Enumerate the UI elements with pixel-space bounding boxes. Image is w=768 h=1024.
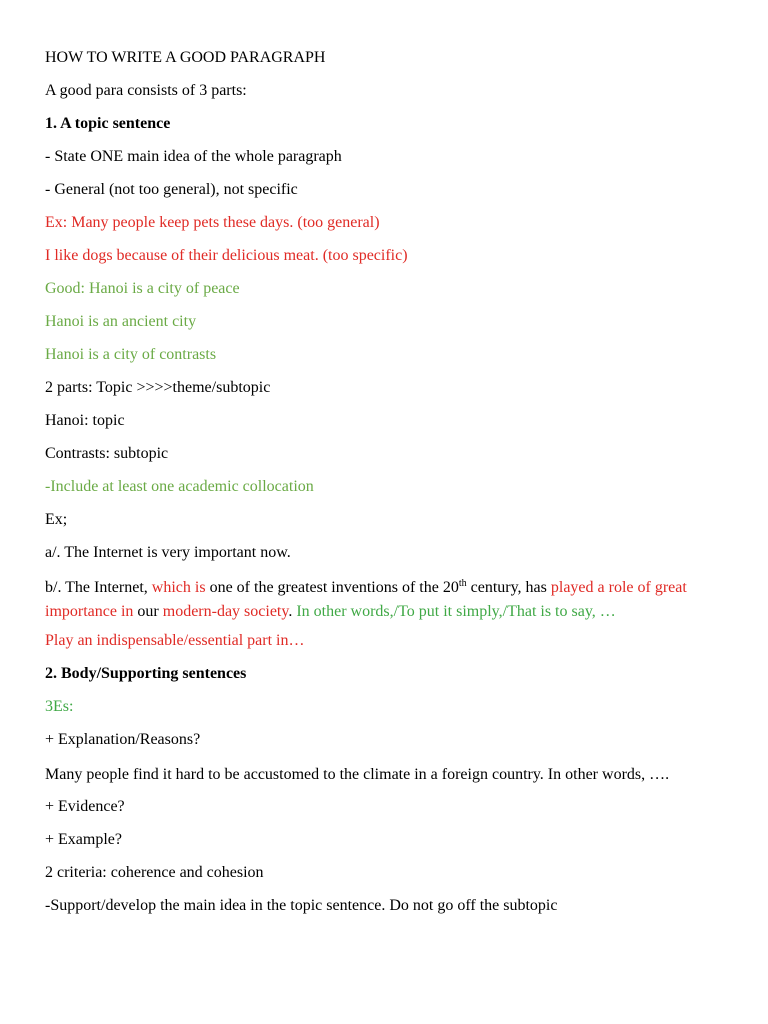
b-part-3: one of the greatest inventions of the 20 [205,579,459,596]
body-heading: 2. Body/Supporting sentences [45,665,247,682]
b-superscript-th: th [458,578,467,589]
b-part-which-is: which is [151,579,206,596]
example-a-line: a/. The Internet is very important now. [45,544,291,561]
collocation-line: -Include at least one academic collocation [45,478,314,495]
support-line: -Support/develop the main idea in the topic sentence. Do not go off the subtopic [45,897,558,914]
example-b-paragraph [45,576,735,624]
b-part-modern-day: modern-day society [162,603,289,620]
document-title: HOW TO WRITE A GOOD PARAGRAPH [45,49,326,66]
hanoi-topic-line: Hanoi: topic [45,412,125,429]
b-part-played-role: played a role of great importance in [45,579,687,620]
example-too-general: Ex: Many people keep pets these days. (too general) [45,214,380,231]
b-part-1: b/. The Internet, [45,579,152,596]
explanation-line: + Explanation/Reasons? [45,731,201,748]
climate-paragraph: Many people find it hard to be accustomed to the climate in a foreign country. In other words, …. [45,766,670,783]
evidence-line: + Evidence? [45,798,125,815]
three-es-line: 3Es: [45,698,74,715]
topic-sentence-heading: 1. A topic sentence [45,115,171,132]
criteria-line: 2 criteria: coherence and cohesion [45,864,264,881]
two-parts-line: 2 parts: Topic >>>>theme/subtopic [45,379,271,396]
example-too-specific: I like dogs because of their delicious meat. (too specific) [45,247,408,264]
good-example-peace: Good: Hanoi is a city of peace [45,280,240,297]
document-page [45,48,735,929]
intro-line: A good para consists of 3 parts: [45,82,247,99]
contrasts-subtopic-line: Contrasts: subtopic [45,445,169,462]
good-example-contrasts: Hanoi is a city of contrasts [45,346,217,363]
state-one-idea-line: - State ONE main idea of the whole paragraph [45,148,342,165]
b-part-4: century, has [466,579,551,596]
ex-semicolon-line: Ex; [45,511,68,528]
b-part-8: . [288,603,297,620]
good-example-ancient: Hanoi is an ancient city [45,313,197,330]
indispensable-line: Play an indispensable/essential part in… [45,632,305,649]
b-part-6: our [133,603,163,620]
general-not-specific-line: - General (not too general), not specific [45,181,298,198]
b-part-other-words: In other words,/To put it simply,/That is to say, … [296,603,616,620]
example-line: + Example? [45,831,122,848]
